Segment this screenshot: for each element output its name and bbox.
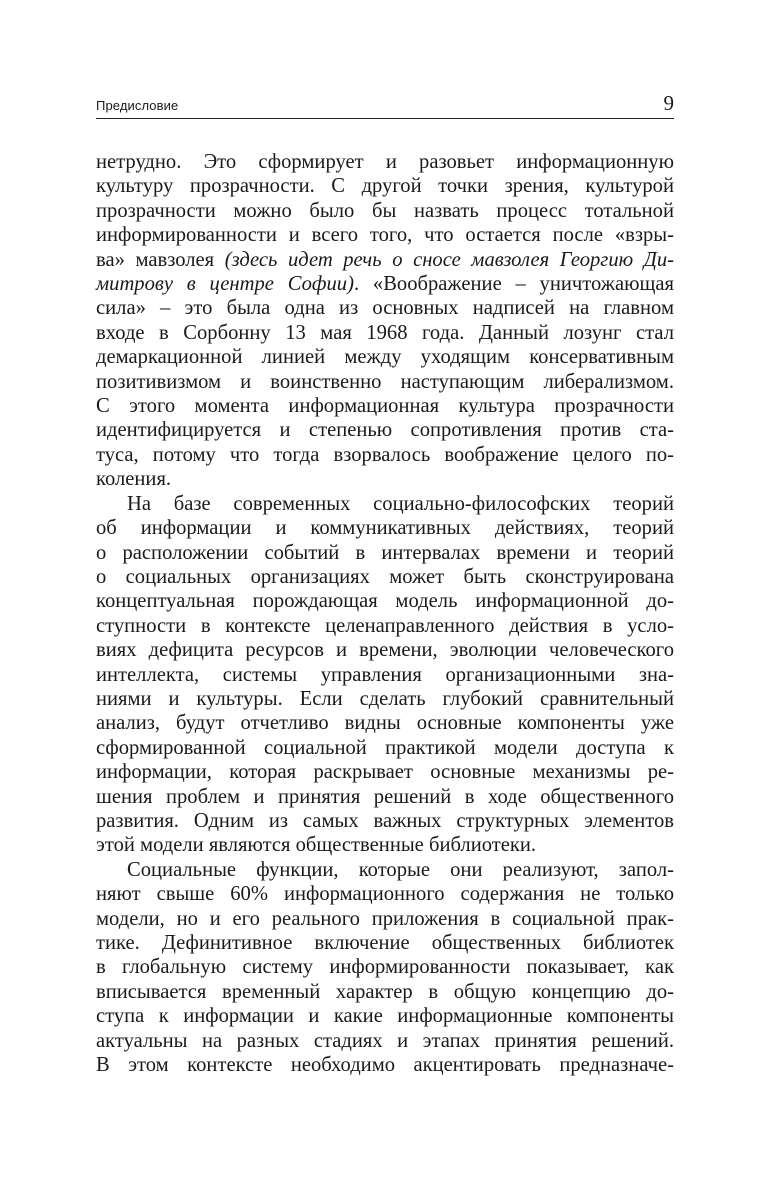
text-line: сформированной социальной практикой модели доступа к xyxy=(96,736,674,759)
text-line: ступа к информации и какие информационные компоненты xyxy=(96,1005,674,1028)
italic-note: (здесь идет речь о сносе мавзолея Георгию Ди- xyxy=(224,248,674,271)
text-line: анализ, будут отчетливо видны основные компоненты уже xyxy=(96,712,674,735)
text-line: ва» мавзолея (здесь идет речь о сносе мавзолея Георгию Ди- xyxy=(96,248,674,271)
page-header xyxy=(96,88,674,119)
text-line: Социальные функции, которые они реализуют, запол- xyxy=(127,858,674,881)
text-line: интеллекта, системы управления организационными зна- xyxy=(96,663,674,686)
text-line: С этого момента информационная культура прозрачности xyxy=(96,395,674,418)
text-line: На базе современных социально-философских теорий xyxy=(127,492,674,515)
text-line: информированности и всего того, что остается после «взры- xyxy=(96,224,674,247)
text-line: тике. Дефинитивное включение общественных библиотек xyxy=(96,932,674,954)
text-line: о социальных организациях может быть сконструирована xyxy=(96,565,674,588)
text-line: няют свыше 60% информационного содержания не только xyxy=(96,883,674,906)
text-line: ступности в контексте целенаправленного действия в усло- xyxy=(96,614,674,637)
text-line: виях дефицита ресурсов и времени, эволюции человеческого xyxy=(96,639,674,662)
body-text xyxy=(96,150,674,1077)
text-line: нетрудно. Это сформирует и разовьет информационную xyxy=(96,151,674,173)
text-line: шения проблем и принятия решений в ходе общественного xyxy=(96,785,674,808)
page-number: 9 xyxy=(663,91,674,115)
text-line: входе в Сорбонну 13 мая 1968 года. Данный лозунг стал xyxy=(96,321,674,344)
text-line: о расположении событий в интервалах времени и теорий xyxy=(96,541,674,564)
text-line: идентифицируется и степенью сопротивления против ста- xyxy=(96,419,674,442)
text-line: об информации и коммуникативных действиях, теорий xyxy=(96,517,674,540)
text-line: демаркационной линией между уходящим консервативным xyxy=(96,346,674,369)
text-line: актуальны на разных стадиях и этапах принятия решений. xyxy=(96,1029,674,1052)
text-line: В этом контексте необходимо акцентировать предназначе- xyxy=(96,1054,674,1077)
text-line: в глобальную систему информированности показывает, как xyxy=(96,956,674,979)
running-head: Предисловие xyxy=(96,98,179,113)
text-line: коления. xyxy=(96,468,172,491)
text-line: ниями и культуры. Если сделать глубокий сравнительный xyxy=(96,687,674,710)
text-line: модели, но и его реального приложения в социальной прак- xyxy=(96,907,674,930)
text-line: прозрачности можно было бы назвать процесс тотальной xyxy=(96,199,674,222)
text-line: вписывается временный характер в общую концепцию до- xyxy=(96,980,674,1003)
text-line: культуру прозрачности. С другой точки зрения, культурой xyxy=(96,175,674,198)
text-line: концептуальная порождающая модель информационной до- xyxy=(96,590,674,613)
text-line: этой модели являются общественные библиотеки. xyxy=(96,834,537,857)
text-line: митрову в центре Софии). «Воображение – уничтожающая xyxy=(96,273,674,296)
text-line: позитивизмом и воинственно наступающим либерализмом. xyxy=(96,370,674,393)
text-line: развития. Одним из самых важных структурных элементов xyxy=(96,809,674,832)
text-line: информации, которая раскрывает основные механизмы ре- xyxy=(96,761,674,784)
text-line: туса, потому что тогда взорвалось воображение целого по- xyxy=(96,443,674,466)
italic-note: митрову в центре Софии) xyxy=(96,273,354,296)
text-line: сила» – это была одна из основных надписей на главном xyxy=(96,297,674,320)
